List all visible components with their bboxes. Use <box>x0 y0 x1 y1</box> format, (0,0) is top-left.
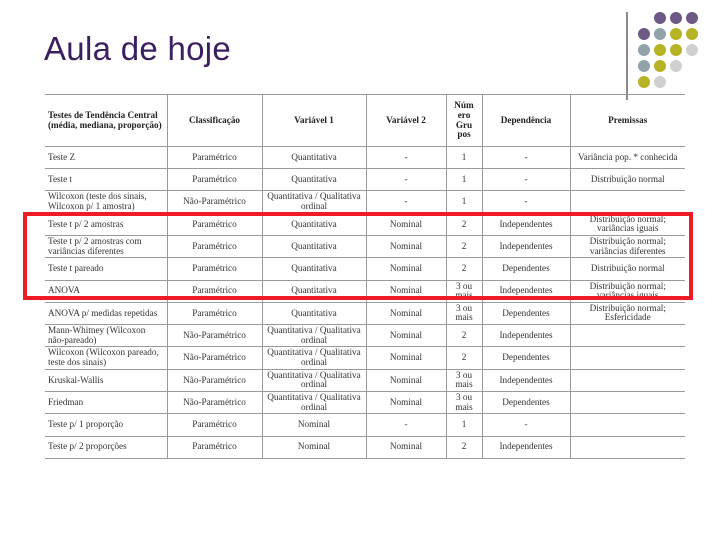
decorative-dot <box>670 28 682 40</box>
table-row <box>45 147 685 169</box>
table-cell: Paramétrico <box>167 280 262 302</box>
column-header: Premissas <box>570 95 685 147</box>
table-cell: Nominal <box>366 392 446 414</box>
column-header: Variável 1 <box>262 95 366 147</box>
table-cell: Kruskal-Wallis <box>45 369 167 391</box>
table-cell: Quantitativa <box>262 213 366 235</box>
table-cell: 3 ou mais <box>446 280 482 302</box>
decorative-dot <box>670 44 682 56</box>
table-cell: 2 <box>446 347 482 369</box>
table-cell <box>570 347 685 369</box>
table-cell: Paramétrico <box>167 436 262 458</box>
table-cell: Dependentes <box>482 347 570 369</box>
table-row <box>45 347 685 369</box>
column-header: Núm ero Gru pos <box>446 95 482 147</box>
table-cell: - <box>482 191 570 213</box>
table-cell: Quantitativa <box>262 302 366 324</box>
table-cell: Quantitativa <box>262 280 366 302</box>
table-cell: 2 <box>446 213 482 235</box>
table-cell: Wilcoxon (teste dos sinais, Wilcoxon p/ 1 amostra) <box>45 191 167 213</box>
table-cell <box>570 436 685 458</box>
table-cell: 1 <box>446 147 482 169</box>
table-cell: Independentes <box>482 280 570 302</box>
decorative-dot <box>638 44 650 56</box>
table-row <box>45 213 685 235</box>
table-cell: - <box>366 414 446 436</box>
table-cell: Nominal <box>366 325 446 347</box>
table-cell: Quantitativa / Qualitativa ordinal <box>262 392 366 414</box>
table-cell: Teste t <box>45 169 167 191</box>
table-cell: Independentes <box>482 236 570 258</box>
table-cell: 2 <box>446 236 482 258</box>
table-cell: - <box>366 147 446 169</box>
table-cell: Quantitativa / Qualitativa ordinal <box>262 325 366 347</box>
table-cell: Distribuição normal <box>570 169 685 191</box>
table-cell: Paramétrico <box>167 258 262 280</box>
table-row <box>45 325 685 347</box>
table-cell: 3 ou mais <box>446 302 482 324</box>
table-row <box>45 169 685 191</box>
table-body <box>45 147 685 459</box>
table-cell: Independentes <box>482 213 570 235</box>
table-cell <box>570 369 685 391</box>
table-cell: 1 <box>446 169 482 191</box>
table-cell: Não-Paramétrico <box>167 369 262 391</box>
table-cell: Teste p/ 2 proporções <box>45 436 167 458</box>
table-cell: 3 ou mais <box>446 369 482 391</box>
table-cell: Nominal <box>262 436 366 458</box>
decorative-dot <box>654 44 666 56</box>
decorative-dot <box>654 60 666 72</box>
slide-title: Aula de hoje <box>44 30 232 67</box>
table-row <box>45 369 685 391</box>
table-cell: Paramétrico <box>167 236 262 258</box>
table-cell: Dependentes <box>482 392 570 414</box>
table-cell: Distribuição normal; Esfericidade <box>570 302 685 324</box>
table-cell: Paramétrico <box>167 302 262 324</box>
table-cell: 2 <box>446 325 482 347</box>
decorative-dot <box>686 12 698 24</box>
table-cell: ANOVA p/ medidas repetidas <box>45 302 167 324</box>
table-cell: Teste p/ 1 proporção <box>45 414 167 436</box>
table-cell: 3 ou mais <box>446 392 482 414</box>
decorative-dot <box>654 12 666 24</box>
table-cell: Não-Paramétrico <box>167 392 262 414</box>
table-cell: 1 <box>446 414 482 436</box>
decorative-dot <box>686 28 698 40</box>
table-row <box>45 258 685 280</box>
table-row <box>45 302 685 324</box>
decorative-dot <box>654 76 666 88</box>
table-cell: Independentes <box>482 369 570 391</box>
table-cell: Paramétrico <box>167 169 262 191</box>
table-cell: Distribuição normal; variâncias iguais <box>570 280 685 302</box>
table-cell: Independentes <box>482 436 570 458</box>
table-header-row <box>45 95 685 147</box>
table-cell: Nominal <box>366 280 446 302</box>
table-cell: Nominal <box>366 213 446 235</box>
table-cell: 2 <box>446 258 482 280</box>
table-cell: Dependentes <box>482 302 570 324</box>
decorative-dot <box>670 12 682 24</box>
table-cell: Teste Z <box>45 147 167 169</box>
table-cell: Nominal <box>366 436 446 458</box>
table-cell: Independentes <box>482 325 570 347</box>
table-cell: Quantitativa / Qualitativa ordinal <box>262 191 366 213</box>
column-header: Dependência <box>482 95 570 147</box>
table-cell: Wilcoxon (Wilcoxon pareado, teste dos sinais) <box>45 347 167 369</box>
decorative-dot <box>638 60 650 72</box>
table-cell: Nominal <box>366 302 446 324</box>
table-cell: Variância pop. * conhecida <box>570 147 685 169</box>
table-cell: - <box>482 147 570 169</box>
table-cell: Paramétrico <box>167 213 262 235</box>
table-cell: Mann-Whitney (Wilcoxon não-pareado) <box>45 325 167 347</box>
table-cell: Distribuição normal <box>570 258 685 280</box>
decorative-dot <box>654 28 666 40</box>
table-cell: - <box>366 169 446 191</box>
decorative-dot <box>670 60 682 72</box>
table-cell <box>570 414 685 436</box>
table-row <box>45 191 685 213</box>
decorative-dot <box>638 76 650 88</box>
table-row <box>45 414 685 436</box>
table-cell: Quantitativa <box>262 258 366 280</box>
column-header: Classificação <box>167 95 262 147</box>
table-cell: Paramétrico <box>167 147 262 169</box>
table-cell: Distribuição normal; variâncias iguais <box>570 213 685 235</box>
table-cell: 1 <box>446 191 482 213</box>
table-cell: Friedman <box>45 392 167 414</box>
table-cell: - <box>482 169 570 191</box>
table-cell: Distribuição normal; variâncias diferentes <box>570 236 685 258</box>
decorative-dot-grid <box>638 12 720 92</box>
table-cell: Não-Paramétrico <box>167 347 262 369</box>
table-cell: Nominal <box>366 347 446 369</box>
table-cell: Não-Paramétrico <box>167 191 262 213</box>
table-cell: Quantitativa / Qualitativa ordinal <box>262 369 366 391</box>
table-cell: Teste t p/ 2 amostras <box>45 213 167 235</box>
column-header: Variável 2 <box>366 95 446 147</box>
table-cell: Quantitativa <box>262 169 366 191</box>
table-cell: - <box>366 191 446 213</box>
table-cell: Nominal <box>366 236 446 258</box>
table-cell: - <box>482 414 570 436</box>
table-cell: Quantitativa <box>262 236 366 258</box>
table-cell: Teste t p/ 2 amostras com variâncias diferentes <box>45 236 167 258</box>
table-cell: Teste t pareado <box>45 258 167 280</box>
table-cell: Paramétrico <box>167 414 262 436</box>
table-cell: Nominal <box>366 258 446 280</box>
table-row <box>45 236 685 258</box>
table-cell: Não-Paramétrico <box>167 325 262 347</box>
table-row <box>45 392 685 414</box>
table-row <box>45 436 685 458</box>
table-cell: Quantitativa <box>262 147 366 169</box>
column-header: Testes de Tendência Central (média, mediana, proporção) <box>45 95 167 147</box>
table-cell: Dependentes <box>482 258 570 280</box>
title-divider-line <box>626 12 628 100</box>
table-cell: Nominal <box>366 369 446 391</box>
table-cell: Quantitativa / Qualitativa ordinal <box>262 347 366 369</box>
decorative-dot <box>638 28 650 40</box>
decorative-dot <box>686 44 698 56</box>
table-cell <box>570 191 685 213</box>
table-cell <box>570 325 685 347</box>
table-cell: ANOVA <box>45 280 167 302</box>
table-cell: 2 <box>446 436 482 458</box>
table-row <box>45 280 685 302</box>
table-cell <box>570 392 685 414</box>
statistical-tests-table <box>45 94 685 459</box>
table-cell: Nominal <box>262 414 366 436</box>
